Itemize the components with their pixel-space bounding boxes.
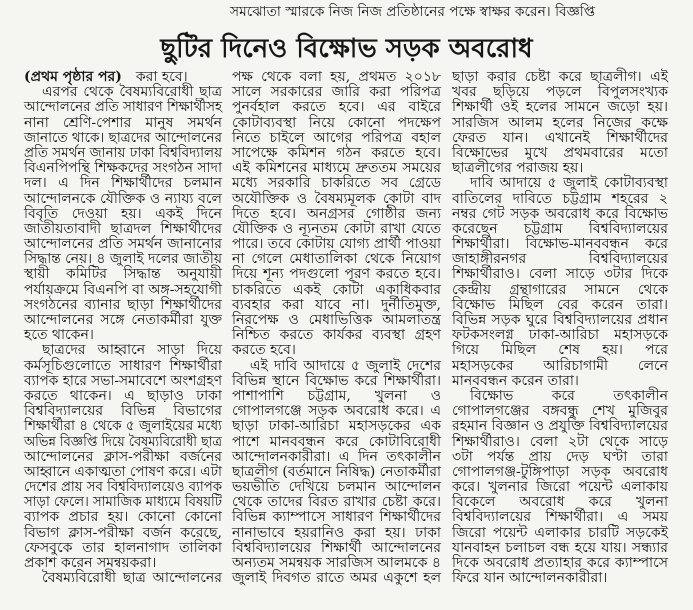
line-text: যানবাহন চলাচল বন্ধ হয়ে যায়। সন্ধ্যার (452, 539, 668, 556)
line-text: চাকরিতে একই কোটা একাধিকবার (232, 281, 441, 298)
line-text: থেকে তাদের বিরত রাখার চেষ্টা করে। (232, 494, 441, 511)
previous-article-text: সমঝোতা স্মারকে নিজ নিজ প্রতিষ্ঠানের পক্ষে স্বাক্ষর করেন। বিজ্ঞপ্তি (230, 4, 595, 20)
paragraph (452, 176, 668, 389)
line-text: এরপর থেকে বৈষম্যবিরোধী ছাত্র (42, 84, 222, 101)
line-text: দেশের প্রায় সব বিশ্ববিদ্যালয়েও ব্যাপক (24, 479, 222, 496)
line-text: গোপালগঞ্জে সড়ক অবরোধ করে। এ (232, 403, 441, 420)
line-text: দিয়ে শূন্য পদগুলো পূরণ করতে হবে। (232, 266, 441, 283)
article-line (24, 267, 222, 282)
line-text: রহমান বিজ্ঞান ও প্রযুক্তি বিশ্ববিদ্যালয়ের (452, 418, 668, 435)
line-text: সারজিস আলম হলের নিজের কক্ষে (452, 114, 668, 131)
line-text: জাহাঙ্গীরনগর বিশ্ববিদ্যালয়ের (452, 251, 668, 268)
line-text: পারে। তবে কোটায় যোগ্য প্রার্থী পাওয়া (232, 236, 441, 253)
paragraph (24, 343, 222, 571)
article-line (24, 389, 222, 404)
article-line (452, 176, 668, 191)
headline-text: ছুটির দিনেও বিক্ষোভ সড়ক অবরোধ (160, 34, 533, 64)
line-text: বিশ্ববিদ্যালয়ের বিভিন্ন বিভাগের (24, 403, 222, 420)
article-line (232, 283, 441, 298)
article-line (232, 207, 441, 222)
line-text: ফেরত যান। এখানেই শিক্ষার্থীদের (452, 129, 668, 146)
article-line (232, 450, 441, 465)
article-line (24, 237, 222, 252)
article-line (452, 465, 668, 480)
line-text: ফটকসংলগ্ন ঢাকা-আরিচা মহাসড়কে (452, 327, 668, 344)
line-text: দল। এ দিন শিক্ষার্থীদের চলমান (24, 175, 222, 192)
line-text: দিতে হবে। অনগ্রসর গোষ্ঠীর জন্য (232, 205, 441, 222)
line-text: নিশ্চিত করতে কার্যকর ব্যবস্থা গ্রহণ (232, 327, 441, 344)
line-text: ৩টা পর্যন্ত প্রায় দেড় ঘণ্টা তারা (452, 448, 668, 465)
line-text: করেছেন চট্টগ্রাম বিশ্ববিদ্যালয়ের (452, 220, 668, 237)
article-line (24, 571, 222, 586)
article-line (452, 237, 668, 252)
line-text: গিয়ে মিছিল শেষ হয়। পরে (452, 342, 668, 359)
line-text: শিক্ষার্থীরা ৪ থেকে ৫ জুলাইয়ের মধ্যে (24, 418, 222, 435)
article-line (232, 359, 441, 374)
line-text: অভিন্ন বিজ্ঞপ্তি দিয়ে বৈষম্যবিরোধী ছাত্র (24, 433, 222, 450)
line-text: মধ্যে সরকারি চাকরিতে সব গ্রেডে (232, 175, 441, 192)
line-text: আহ্বানে একাত্মতা পোষণ করে। এটা (24, 463, 222, 480)
article-line (232, 267, 441, 282)
line-text: করা হবে। (135, 69, 188, 85)
line-text: হতে থাকেন। (24, 327, 94, 344)
article-line (232, 70, 441, 85)
line-text: সাপেক্ষে কমিশন গঠন করতে হবে। (232, 144, 441, 161)
paragraph (24, 571, 222, 586)
article-line (452, 374, 668, 389)
line-text: নানাভাবে হয়রানিও করা হয়। ঢাকা (232, 524, 441, 541)
article-line (452, 70, 668, 85)
line-text: শিক্ষার্থীরাও। বেলা সাড়ে ৩টার দিকে (452, 266, 668, 283)
line-text: শিক্ষার্থীরা। বিক্ষোভ-মানববন্ধন করে (452, 236, 668, 253)
article-line (232, 374, 441, 389)
article-line (452, 435, 668, 450)
line-text: আন্দোলনকে যৌক্তিক ও ন্যায্য বলে (24, 190, 222, 207)
article-line (24, 480, 222, 495)
line-text: দিকে অবরোধ প্রত্যাহার করে ক্যাম্পাসে (452, 555, 668, 571)
line-text: কোটাব্যবস্থা নিয়ে কোনো পদক্ষেপ (232, 114, 441, 131)
line-text: গোপালগঞ্জ-টুঙ্গিপাড়া সড়ক অবরোধ (452, 463, 668, 480)
previous-article-tail (230, 3, 595, 21)
paragraph (452, 70, 668, 176)
article-line (452, 450, 668, 465)
article-line (232, 176, 441, 191)
article-line (452, 541, 668, 556)
line-text: শিক্ষার্থীরাও। বেলা ২টা থেকে সাড়ে (452, 433, 668, 450)
article-line (24, 176, 222, 191)
article-line (24, 116, 222, 131)
line-text: করতে হবে। (232, 342, 296, 359)
article-line (452, 222, 668, 237)
paragraph (24, 85, 222, 343)
article-line (232, 480, 441, 495)
article-line (452, 146, 668, 161)
article-line (232, 556, 441, 571)
line-text: এই দাবি আদায়ে ৫ জুলাই দেশের (250, 357, 441, 374)
article-line (452, 571, 668, 586)
article-line (452, 313, 668, 328)
line-text: কেন্দ্রীয় গ্রন্থাগারের সামনে থেকে (452, 281, 668, 298)
line-text: বিক্ষোভ করে তৎকালীন (470, 387, 668, 404)
line-text: ছাড়া করার চেষ্টা করে ছাত্রলীগ। এই (452, 69, 668, 85)
article-line (452, 404, 668, 419)
line-text: ছাত্রলীগ (বর্তমানে নিষিদ্ধ) নেতাকর্মীরা (232, 463, 441, 480)
line-text: বিক্ষোভ মিছিল বের করেন তারা। (452, 296, 668, 313)
article-line (232, 328, 441, 343)
line-text: জিরো পয়েন্ট এলাকার চারটি সড়কেই (452, 524, 668, 541)
paragraph (24, 70, 222, 85)
article-line (452, 556, 668, 571)
line-text: ব্যবহার করা যাবে না। দুর্নীতিমুক্ত, (232, 296, 441, 313)
line-text: যৌক্তিক ও ন্যূনতম কোটা রাখা যেতে (232, 220, 441, 237)
article-line (452, 100, 668, 115)
paragraph (452, 389, 668, 586)
article-column-2 (232, 70, 441, 586)
article-line (232, 510, 441, 525)
article-line (452, 510, 668, 525)
article-line (452, 359, 668, 374)
article-column-1 (24, 70, 222, 586)
line-text: বিক্ষোভের মুখে প্রথমবারের মতো (452, 144, 668, 161)
article-line (232, 222, 441, 237)
article-line (24, 404, 222, 419)
article-line (24, 374, 222, 389)
article-line (452, 480, 668, 495)
article-line (452, 298, 668, 313)
article-line (452, 389, 668, 404)
line-text: স্থায়ী কমিটির সিদ্ধান্ত অনুযায়ী (24, 266, 222, 283)
article-column-3 (452, 70, 668, 586)
line-text: নম্বর গেট সড়ক অবরোধ করে বিক্ষোভ (452, 205, 668, 222)
article-line (24, 252, 222, 267)
article-line (24, 70, 222, 85)
line-text: বিভিন্ন সড়ক ঘুরে বিশ্ববিদ্যালয়ের প্রধান (452, 312, 668, 328)
line-text: আন্দোলনের প্রতি সমর্থন জানানোর (24, 236, 222, 253)
article-line (24, 313, 222, 328)
line-text: সাড়া ফেলে। সামাজিক মাধ্যমে বিষয়টি (24, 494, 222, 511)
line-text: নিরপেক্ষ ও মেধাভিত্তিক আমলাতন্ত্র (232, 312, 441, 328)
article-line (232, 237, 441, 252)
article-line (232, 100, 441, 115)
headline (0, 31, 693, 67)
line-text: খবর ছড়িয়ে পড়লে বিপুলসংখ্যক (452, 84, 668, 101)
article-line (24, 161, 222, 176)
article-line (24, 450, 222, 465)
line-text: আন্দোলনের সঙ্গে নেতাকর্মীরা যুক্ত (24, 312, 222, 328)
article-line (232, 343, 441, 358)
line-text: বিভিন্ন স্থানে বিক্ষোভ করে শিক্ষার্থীরা। (232, 372, 441, 389)
line-text: বাতিলের দাবিতে চট্টগ্রাম শহরের ২ (452, 190, 668, 207)
article-line (232, 389, 441, 404)
article-line (232, 465, 441, 480)
article-line (232, 298, 441, 313)
line-text: মহাসড়কের আরিচাগামী লেনে (452, 357, 668, 374)
line-text: পাশে মানববন্ধন করে কোটাবিরোধী (232, 433, 441, 450)
line-text: জুলাই দিবগত রাতে অমর একুশে হল (232, 570, 441, 587)
line-text: পক্ষ থেকে বলা হয়, প্রথমত ২০১৮ (232, 69, 441, 85)
line-text: প্রকাশ করেন সমন্বয়করা। (24, 555, 157, 571)
line-text: বিশ্ববিদ্যালয়ের শিক্ষার্থীরা। এ সময় (452, 509, 668, 526)
continued-from-label: (প্রথম পৃষ্ঠার পর) (24, 69, 122, 85)
line-text: না গেলে মেধাতালিকা থেকে নিয়োগ (232, 251, 441, 268)
article-line (232, 131, 441, 146)
line-text: ব্যাপক হারে সভা-সমাবেশে অংশগ্রহণ (24, 372, 222, 389)
line-text: বিভাগ ক্লাস-পরীক্ষা বর্জন করেছে, (24, 524, 222, 541)
article-line (232, 146, 441, 161)
line-text: ছাত্রলীগের পরাজয় হয়। (452, 160, 584, 177)
line-text: ভয়ভীতি দেখিয়ে চলমান আন্দোলন (232, 479, 441, 496)
article-line (24, 283, 222, 298)
article-line (24, 465, 222, 480)
line-text: সালে সরকারের জারি করা পরিপত্র (232, 84, 441, 101)
line-text: বিভিন্ন ক্যাম্পাসে সাধারণ শিক্ষার্থীদের (232, 509, 441, 526)
article-line (24, 131, 222, 146)
line-text: ফেসবুকে তার হালনাগাদ তালিকা (24, 539, 222, 556)
line-text: সিদ্ধান্ত নেয়। ৪ জুলাই দলের জাতীয় (24, 251, 222, 268)
line-text: আন্দোলনের ক্লাস-পরীক্ষা বর্জনের (24, 448, 222, 465)
line-text: দাবি আদায়ে ৫ জুলাই কোটাব্যবস্থা (470, 175, 668, 192)
article-line (24, 495, 222, 510)
article-line (232, 116, 441, 131)
article-line (24, 298, 222, 313)
article-line (452, 526, 668, 541)
paragraph (232, 359, 441, 587)
line-text: জানাতে থাকে। ছাত্রদের আন্দোলনের (24, 129, 222, 146)
article-line (24, 222, 222, 237)
article-line (232, 541, 441, 556)
article-line (232, 313, 441, 328)
article-line (24, 419, 222, 434)
article-line (232, 192, 441, 207)
article-line (24, 510, 222, 525)
article-line (24, 435, 222, 450)
line-text: ব্যাপক প্রচার হয়। কোনো কোনো (24, 509, 222, 526)
line-text: পাশাপাশি চট্টগ্রাম, খুলনা ও (232, 387, 441, 404)
line-text: ছাড়া ঢাকা-আরিচা মহাসড়কের এক (232, 418, 441, 435)
line-text: কর্মসূচিগুলোতে সাধারণ শিক্ষার্থীরা (24, 357, 222, 374)
article-line (452, 267, 668, 282)
line-text: করে। খুলনার জিরো পয়েন্ট এলাকায় (452, 479, 668, 496)
article-line (452, 283, 668, 298)
article-line (24, 146, 222, 161)
article-line (24, 526, 222, 541)
article-line (24, 343, 222, 358)
article-line (452, 131, 668, 146)
article-line (452, 343, 668, 358)
article-line (24, 100, 222, 115)
line-text: অন্যতম সমন্বয়ক সারজিস আলমকে ৪ (232, 555, 441, 571)
article-line (232, 526, 441, 541)
line-text: অযৌক্তিক ও বৈষম্যমূলক কোটা বাদ (232, 190, 441, 207)
line-text: বিবৃতি দেওয়া হয়। একই দিনে (24, 205, 222, 222)
line-text: বিএনপিপন্থি শিক্ষকদের সংগঠন সাদা (24, 160, 222, 177)
article-line (452, 419, 668, 434)
line-text: বিকেলে অবরোধ করে খুলনা (452, 494, 668, 511)
article-line (24, 85, 222, 100)
line-text: বিশ্ববিদ্যালয়ের শিক্ষার্থী আন্দোলনের (232, 539, 441, 556)
line-text: ফিরে যান আন্দোলনকারীরা। (452, 570, 608, 587)
line-text: আন্দোলনের প্রতি সাধারণ শিক্ষার্থীসহ (24, 99, 222, 116)
line-text: গোপালগঞ্জের বঙ্গবন্ধু শেখ মুজিবুর (452, 403, 668, 420)
line-text: জাতীয়তাবাদী ছাত্রদল শিক্ষার্থীদের (24, 220, 222, 237)
article-line (452, 192, 668, 207)
article-line (452, 116, 668, 131)
line-text: আন্দোলনকারীরা। এ দিন তৎকালীন (232, 448, 441, 465)
line-text: পুনর্বহাল করতে হবে। এর বাইরে (232, 99, 441, 116)
line-text: শিক্ষার্থী ওই হলের সামনে জড়ো হয়। (452, 99, 668, 116)
line-text: মানববন্ধন করেন তারা। (452, 372, 579, 389)
line-text: সংগঠনের ব্যানার ছাড়া শিক্ষার্থীদের (24, 296, 222, 313)
line-text: এই কমিশনের মাধ্যমে দ্রুততম সময়ের (232, 160, 441, 177)
article-line (24, 192, 222, 207)
line-text: প্রতি সমর্থন জানায় ঢাকা বিশ্ববিদ্যালয় (24, 144, 222, 161)
article-line (232, 571, 441, 586)
line-text: নানা শ্রেণি-পেশার মানুষ সমর্থন (24, 114, 222, 131)
article-line (452, 207, 668, 222)
line-text: পর্যায়ক্রমে বিএনপি বা অঙ্গ-সহযোগী (24, 281, 222, 298)
article-line (24, 207, 222, 222)
line-text: ছাত্রদের আহ্বানে সাড়া দিয়ে (42, 342, 222, 359)
paragraph (232, 70, 441, 359)
line-text: নিতে চাইলে আগের পরিপত্র বহাল (232, 129, 441, 146)
article-line (232, 419, 441, 434)
line-text: করতে থাকেন। এ ছাড়াও ঢাকা (24, 387, 222, 404)
article-line (232, 435, 441, 450)
article-line (24, 556, 222, 571)
article-line (24, 541, 222, 556)
line-text: বৈষম্যবিরোধী ছাত্র আন্দোলনের (42, 570, 222, 587)
article-line (24, 359, 222, 374)
